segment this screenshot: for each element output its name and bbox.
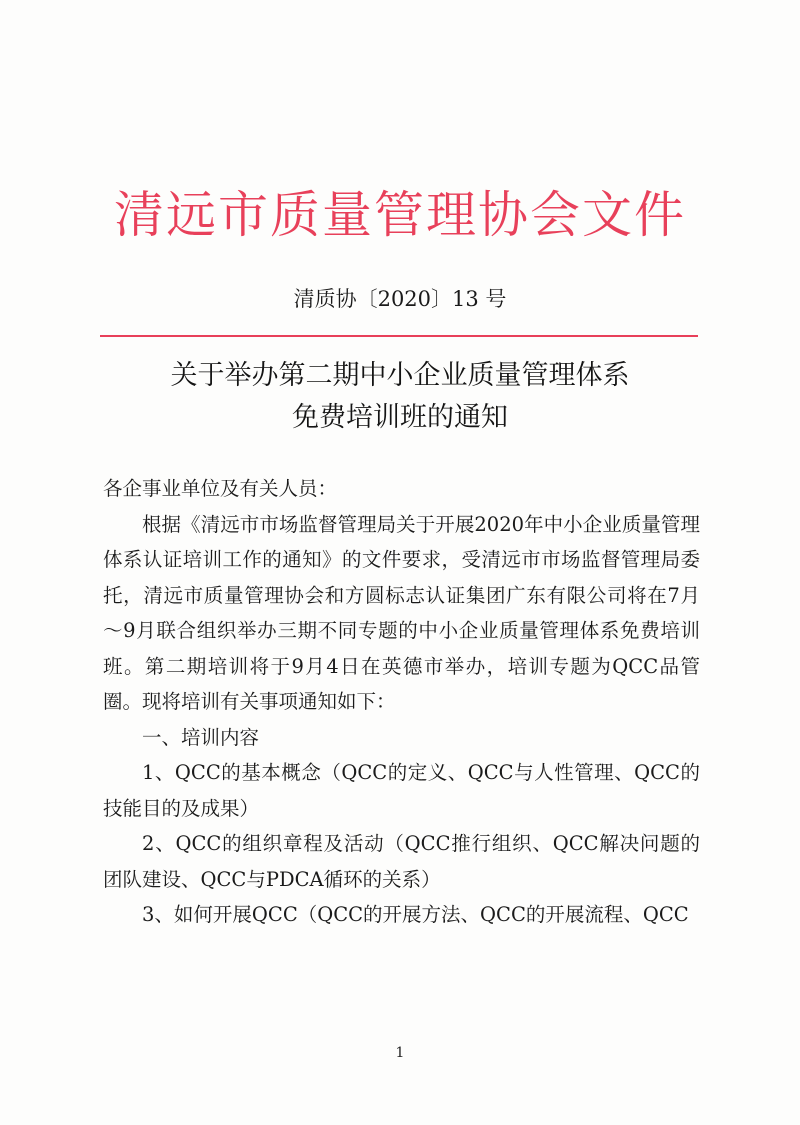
section-heading-training-content: 一、培训内容 <box>142 725 260 749</box>
notice-title-line-2: 免费培训班的通知 <box>292 402 508 433</box>
list-item: 3、如何开展QCC（QCC的开展方法、QCC的开展流程、QCC <box>142 903 689 926</box>
organization-header: 清远市质量管理协会文件 <box>114 186 686 244</box>
list-item: 1、QCC的基本概念（QCC的定义、QCC与人性管理、QCC的技能目的及成果） <box>103 761 700 820</box>
page-number: 1 <box>395 1045 405 1061</box>
notice-title-line-1: 关于举办第二期中小企业质量管理体系 <box>170 360 630 391</box>
header-divider <box>100 335 698 337</box>
list-item: 2、QCC的组织章程及活动（QCC推行组织、QCC解决问题的团队建设、QCC与PDCA循环的关系） <box>103 832 700 891</box>
notice-body <box>103 471 700 933</box>
intro-paragraph: 根据《清远市市场监督管理局关于开展2020年中小企业质量管理体系认证培训工作的通知》的文件要求，受清远市市场监督管理局委托，清远市质量管理协会和方圆标志认证集团广东有限公司将在7月～9月联合组织举办三期不同专题的中小企业质量管理体系免费培训班。第二期培训将于9月4日在英德市举办，培训专题为QCC品管圈。现将培训有关事项通知如下： <box>103 512 700 713</box>
notice-title <box>0 355 800 439</box>
document-number: 清质协〔2020〕13 号 <box>293 287 507 311</box>
salutation: 各企事业单位及有关人员： <box>103 477 338 500</box>
